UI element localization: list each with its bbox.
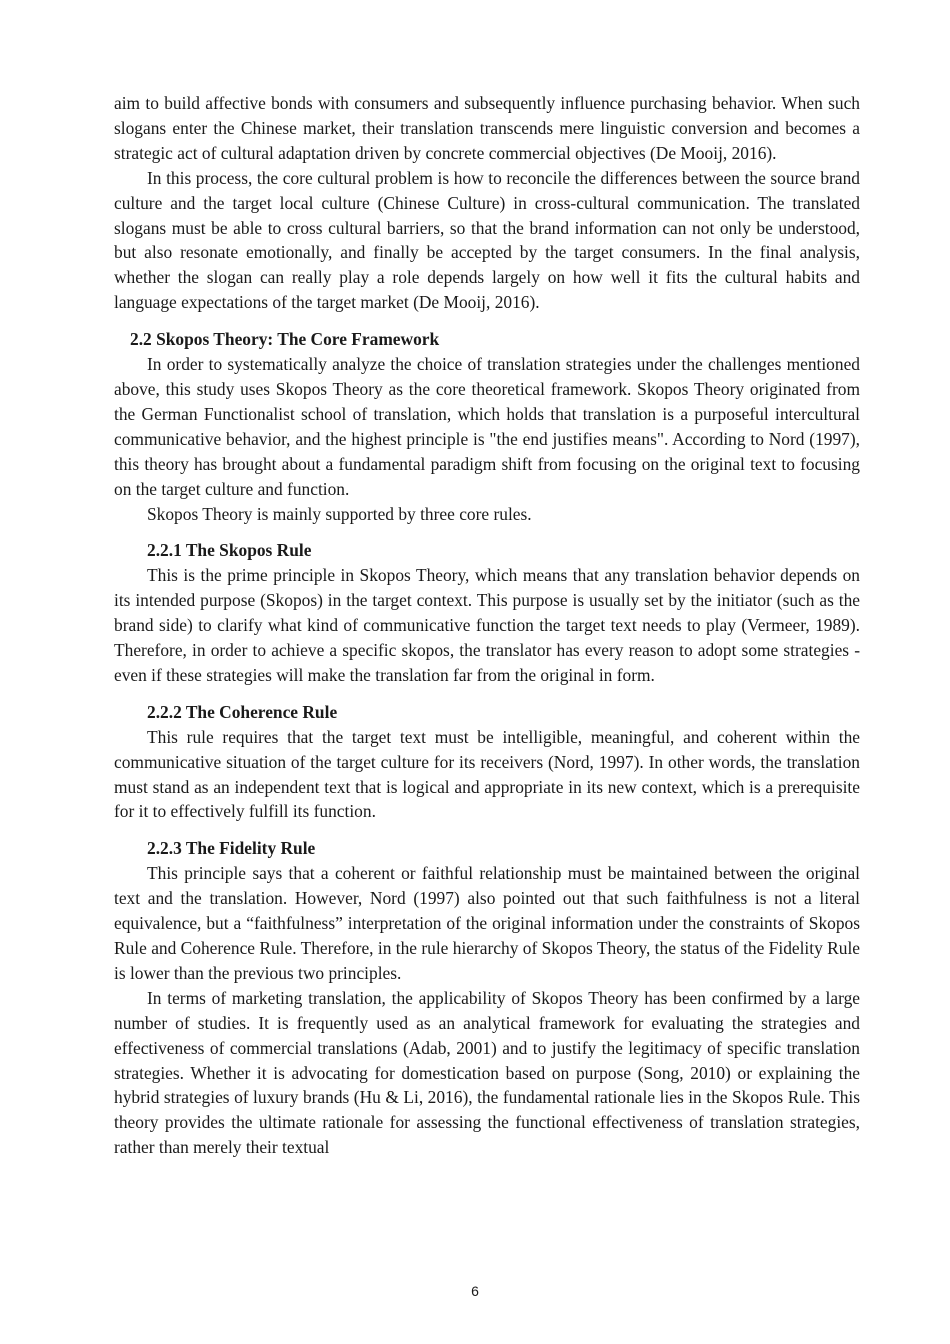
paragraph-fidelity-rule: This principle says that a coherent or faithful relationship must be maintained between the original text and the translation. However, Nord (1997) also pointed out that such faithfulness is not a literal equivalence, but a “faithfulness” interpretation of the original information under the constraints of Skopos Rule and Coherence Rule. Therefore, in the rule hierarchy of Skopos Theory, the status of the Fidelity Rule is lower than the previous two principles. [114,863,860,983]
paragraph-coherence-rule: This rule requires that the target text must be intelligible, meaningful, and coherent within the communicative situation of the target culture for its receivers (Nord, 1997). In other words, the translation must stand as an independent text that is logical and appropriate in its new context, which is a prerequisite for it to effectively fulfill its function. [114,726,860,822]
subsection-heading-coherence-rule: 2.2.2 The Coherence Rule [147,701,338,722]
page-body [114,91,860,1160]
paragraph-skopos-rule: This is the prime principle in Skopos Theory, which means that any translation behavior depends on its intended purpose (Skopos) in the target context. This purpose is usually set by the initiator (such as the brand side) to clarify what kind of communicative function the target text needs to play (Vermeer, 1989). Therefore, in order to achieve a specific skopos, the translator has every reason to adopt some strategies - even if these strategies will make the translation far from the original in form. [114,565,860,685]
paragraph-cultural-problem: In this process, the core cultural problem is how to reconcile the differences between the source brand culture and the target local culture (Chinese Culture) in cross-cultural communication. The translated slogans must be able to cross cultural barriers, so that the brand information can not only be understood, but also resonate emotionally, and finally be accepted by the target consumers. In the final analysis, whether the slogan can really play a role depends largely on how well it fits the cultural habits and language expectations of the target market (De Mooij, 2016). [114,167,860,313]
paragraph-skopos-overview: In order to systematically analyze the choice of translation strategies under the challenges mentioned above, this study uses Skopos Theory as the core theoretical framework. Skopos Theory originated from the German Functionalist school of translation, which holds that translation is a purposeful intercultural communicative behavior, and the highest principle is "the end justifies means". According to Nord (1997), this theory has brought about a fundamental paradigm shift from focusing on the original text to focusing on the target culture and function. [114,354,860,499]
page-number: 6 [471,1283,479,1299]
paragraph-intro-continued: aim to build affective bonds with consumers and subsequently influence purchasing behavior. When such slogans enter the Chinese market, their translation transcends mere linguistic conversion and becomes a strategic act of cultural adaptation driven by concrete commercial objectives (De Mooij, 2016). [114,93,860,163]
paragraph-three-rules: Skopos Theory is mainly supported by three core rules. [147,503,532,524]
subsection-heading-skopos-rule: 2.2.1 The Skopos Rule [147,540,312,561]
paragraph-marketing-translation: In terms of marketing translation, the applicability of Skopos Theory has been confirmed by a large number of studies. It is frequently used as an analytical framework for evaluating the strategies and effectiveness of commercial translations (Adab, 2001) and to justify the legitimacy of specific translation strategies. Whether it is advocating for domestication based on purpose (Song, 2010) or explaining the hybrid strategies of luxury brands (Hu & Li, 2016), the fundamental rationale lies in the Skopos Rule. This theory provides the ultimate rationale for assessing the functional effectiveness of translation strategies, rather than merely their textual [114,987,860,1158]
subsection-heading-fidelity-rule: 2.2.3 The Fidelity Rule [147,838,316,859]
section-heading-skopos-theory: 2.2 Skopos Theory: The Core Framework [130,329,440,350]
